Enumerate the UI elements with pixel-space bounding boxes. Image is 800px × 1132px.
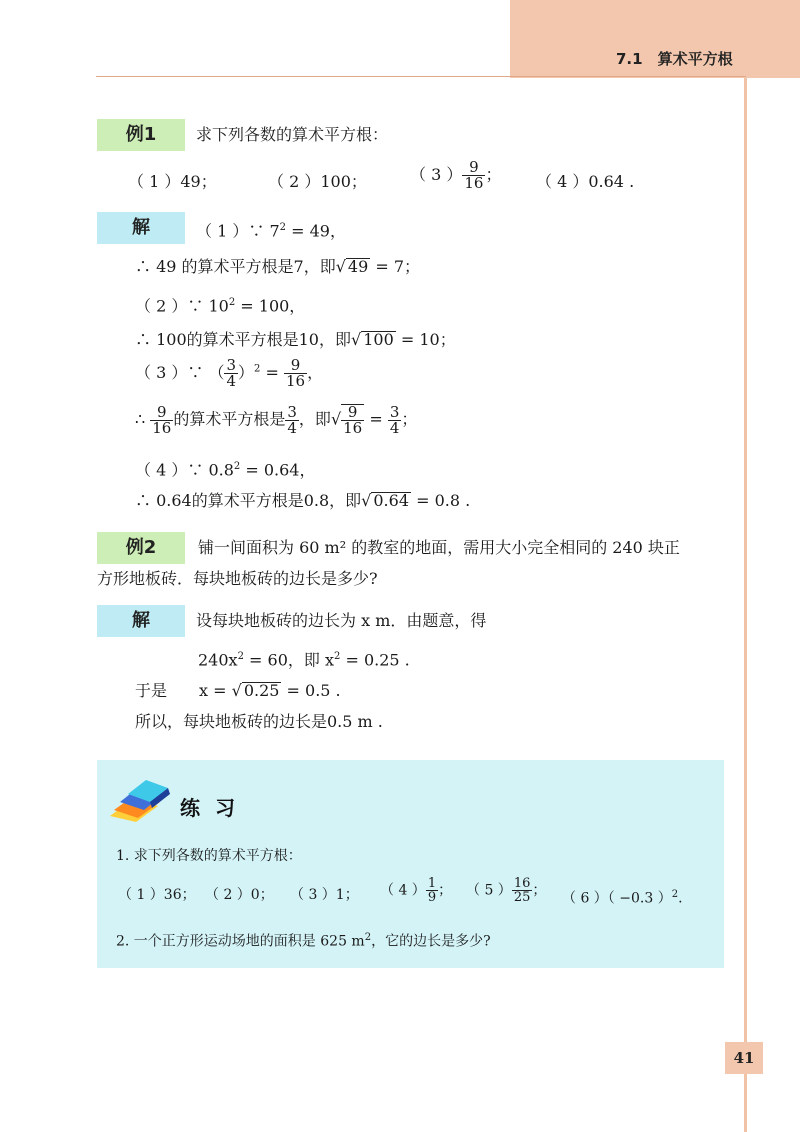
- example1-item-1: （ 1 ）49；: [128, 172, 217, 191]
- solution1-tag: 解: [97, 212, 185, 244]
- solution2-line-4: 所以，每块地板砖的边长是0.5 m .: [135, 712, 383, 731]
- example1-item-3: （ 3 ） $\frac{9}{16}$ ；: [410, 158, 502, 192]
- solution1-line-2: ∴ 49 的算术平方根是7，即√ 49 = 7；: [135, 257, 421, 276]
- example2-line-1: 铺一间面积为 60 m² 的教室的地面，需用大小完全相同的 240 块正: [198, 538, 680, 557]
- example1-question: 求下列各数的算术平方根：: [196, 125, 389, 144]
- section-title: 7.1 算术平方根: [616, 50, 733, 68]
- practice-item-1: （ 1 ）36；: [118, 887, 196, 903]
- practice-item-6: （ 6 ）（ −0.3 ）$^2$.: [562, 889, 683, 907]
- solution2-tag: 解: [97, 605, 185, 637]
- fraction: $\frac{9}{16}$: [464, 158, 484, 192]
- solution1-line-8: ∴ 0.64的算术平方根是0.8，即√ 0.64 = 0.8 .: [135, 491, 471, 510]
- example2-tag: 例2: [97, 532, 185, 564]
- example1-item-4: （ 4 ）0.64 .: [536, 172, 635, 191]
- page-number: 41: [725, 1042, 763, 1074]
- solution1-line-4: ∴ 100的算术平方根是10，即√ 100 = 10；: [135, 330, 456, 349]
- solution2-line-1: 设每块地板砖的边长为 x m．由题意，得: [196, 611, 487, 630]
- solution1-line-5: （ 3 ）∵ （ $\frac{3}{4}$ ）$^2$ = $\frac{9}{16}$ ，: [135, 356, 324, 390]
- margin-rule: [744, 78, 747, 1132]
- solution1-line-3: （ 2 ）∵ $10^2 = 100$，: [135, 296, 306, 316]
- solution2-line-2: $240x^2 = 60$，即 $x^2 = 0.25$ .: [198, 650, 410, 670]
- solution2-line-3: 于是 x = √ 0.25 = 0.5 .: [135, 681, 341, 700]
- practice-q2: 2. 一个正方形运动场地的面积是 625 $m^2$，它的边长是多少?: [116, 932, 491, 950]
- header-rule: [96, 76, 746, 77]
- practice-item-3: （ 3 ）1；: [290, 887, 359, 903]
- practice-item-4: （ 4 ） $\frac{1}{9}$ ；: [380, 876, 453, 905]
- solution1-line-1: （ 1 ）∵ $7^2 = 49$，: [196, 221, 346, 241]
- practice-title: 练 习: [180, 796, 239, 820]
- practice-item-5: （ 5 ） $\frac{16}{25}$ ；: [466, 876, 547, 905]
- solution1-line-7: （ 4 ）∵ $0.8^2 = 0.64$，: [135, 460, 316, 480]
- example1-item-2: （ 2 ）100；: [268, 172, 367, 191]
- example1-tag: 例1: [97, 119, 185, 151]
- practice-books-icon: [106, 776, 178, 824]
- solution1-line-6: ∴ $\frac{9}{16}$ 的算术平方根是 $\frac{3}{4}$ ，即√ $\frac{9}{16}$ = $\frac{3}{4}$ ；: [135, 402, 418, 437]
- example2-line-2: 方形地板砖．每块地板砖的边长是多少?: [97, 569, 378, 588]
- practice-q1: 1. 求下列各数的算术平方根：: [116, 848, 302, 864]
- practice-item-2: （ 2 ）0；: [205, 887, 274, 903]
